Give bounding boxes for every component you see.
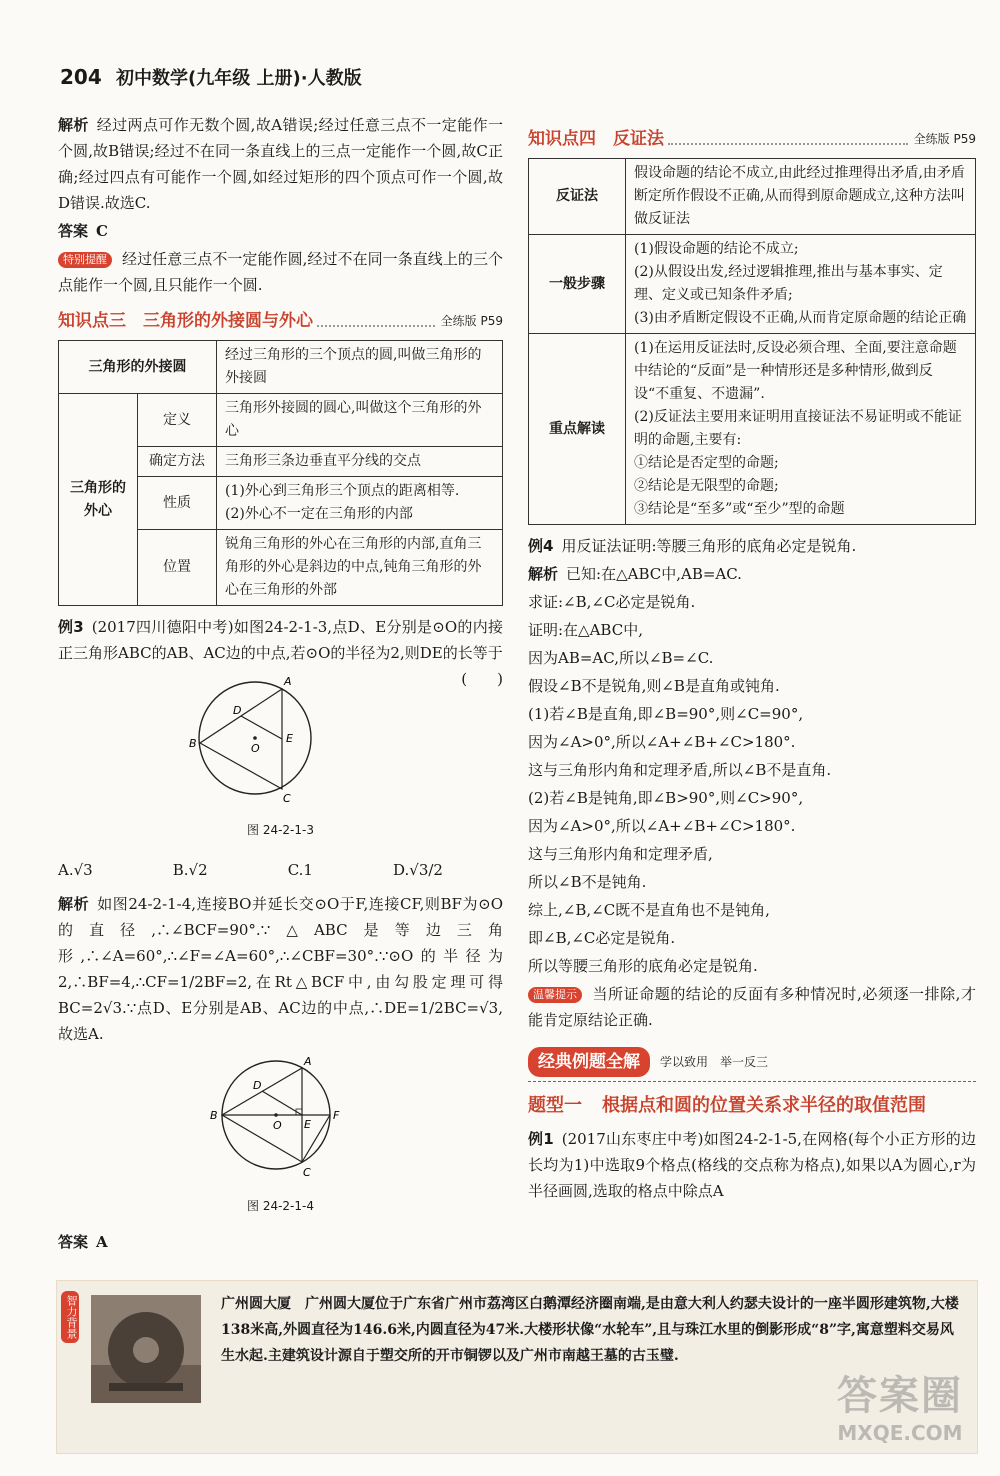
right-column xyxy=(528,112,976,1206)
tip-tag: 特别提醒 xyxy=(58,252,112,268)
proof-line: 这与三角形内角和定理矛盾,所以∠B不是直角. xyxy=(528,761,832,779)
section-badge: 经典例题全解 xyxy=(528,1047,650,1077)
circle-diagram-2 xyxy=(201,1049,361,1184)
svg-text:A: A xyxy=(283,675,292,688)
table-key: 一般步骤 xyxy=(529,235,626,334)
table-head-circumcenter: 三角形的外心 xyxy=(59,394,138,606)
proof-line: 证明:在△ABC中, xyxy=(528,621,643,639)
table-head-circumcircle: 三角形的外接圆 xyxy=(59,341,217,394)
background-title: 广州圆大厦 xyxy=(221,1296,291,1312)
svg-text:D: D xyxy=(232,704,242,717)
table-key: 重点解读 xyxy=(529,334,626,525)
svg-text:O: O xyxy=(250,742,260,755)
watermark: 答案圈 MXQE.COM xyxy=(837,1373,963,1445)
classic-examples-banner xyxy=(528,1047,976,1082)
proof-line: 因为AB=AC,所以∠B=∠C. xyxy=(528,649,714,667)
circumcircle-table xyxy=(58,340,503,606)
knowledge-point-3-heading: 知识点三 三角形的外接圆与外心 全练版 P59 xyxy=(58,311,503,331)
proof-line: 所以∠B不是钝角. xyxy=(528,873,647,891)
page-number: 204 xyxy=(60,65,102,89)
special-tip: 特别提醒 经过任意三点不一定能作圆,经过不在同一条直线上的三个点能作一个圆,且只能作一个圆. xyxy=(58,250,503,294)
side-label: 智力背景 xyxy=(61,1291,79,1343)
svg-text:C: C xyxy=(282,792,291,805)
background-box xyxy=(56,1280,978,1454)
page-header xyxy=(60,64,362,90)
table-cell: (1)在运用反证法时,反设必须合理、全面,要注意命题中结论的“反面”是一种情形还是多种情形,做到反设“不重复、不遗漏”. (2)反证法主要用来证明用直接证法不易证明或不能证明的命题,主要有: ①结论是否定型的命题; ②结论是无限型的命题; ③结论是“至多”或“至少”型的命题 xyxy=(626,334,976,525)
proof-line: 假设∠B不是锐角,则∠B是直角或钝角. xyxy=(528,677,780,695)
svg-text:E: E xyxy=(285,732,293,745)
svg-text:B: B xyxy=(188,737,197,750)
proof-line: 这与三角形内角和定理矛盾, xyxy=(528,845,713,863)
answer-2: 答案 A xyxy=(58,1233,108,1251)
table-key: 定义 xyxy=(138,394,217,447)
proof-by-contradiction-table xyxy=(528,158,976,525)
svg-text:E: E xyxy=(303,1118,311,1131)
table-cell: 锐角三角形的外心在三角形的内部,直角三角形的外心是斜边的中点,钝角三角形的外心在三角形的外部 xyxy=(217,530,503,606)
option-c: C.1 xyxy=(287,861,313,879)
table-cell: 经过三角形的三个顶点的圆,叫做三角形的外接圆 xyxy=(217,341,503,394)
svg-text:F: F xyxy=(332,1109,339,1122)
section-subtitle: 学以致用 举一反三 xyxy=(660,1055,769,1069)
table-cell: (1)假设命题的结论不成立; (2)从假设出发,经过逻辑推理,推出与基本事实、定理、定义或已知条件矛盾; (3)由矛盾断定假设不正确,从而肯定原命题的结论正确 xyxy=(626,235,976,334)
table-key: 性质 xyxy=(138,477,217,530)
proof-line: 解析 已知:在△ABC中,AB=AC. xyxy=(528,565,742,583)
table-key: 确定方法 xyxy=(138,447,217,477)
proof-line: (2)若∠B是钝角,即∠B>90°,则∠C>90°, xyxy=(528,789,804,807)
svg-text:A: A xyxy=(303,1055,312,1068)
option-d: D.√3/2 xyxy=(393,861,443,879)
example-4: 例4 用反证法证明:等腰三角形的底角必定是锐角. xyxy=(528,537,857,555)
background-text: 广州圆大厦 广州圆大厦位于广东省广州市荔湾区白鹅潭经济圈南端,是由意大利人约瑟夫设计的一座半圆形建筑物,大楼138米高,外圆直径为146.6米,内圆直径为47米.大楼形状像“水轮车”,且与珠江水里的倒影形成“8”字,寓意塑料交易风生水起.主建筑设计源自于塑交所的开市铜锣以及广州市南越王墓的古玉璧. xyxy=(221,1296,959,1364)
analysis-2: 解析 如图24-2-1-4,连接BO并延长交⊙O于F,连接CF,则BF为⊙O的直径,∴∠BCF=90°.∵△ABC是等边三角形,∴∠A=60°,∴∠F=∠A=60°,∴∠CBF=30°.∵⊙O的半径为2,∴BF=4,∴CF=1/2BF=2,在Rt△BCF中,由勾股定理可得BC=2√3.∵点D、E分别是AB、AC边的中点,∴DE=1/2BC=√3,故选A. xyxy=(58,895,503,1043)
proof xyxy=(528,561,976,979)
warm-tip: 温馨提示 当所证命题的结论的反面有多种情况时,必须逐一排除,才能肯定原结论正确. xyxy=(528,985,976,1029)
figure-24-2-1-3 xyxy=(58,668,503,843)
table-cell: 三角形三条边垂直平分线的交点 xyxy=(217,447,503,477)
table-cell: 三角形外接圆的圆心,叫做这个三角形的外心 xyxy=(217,394,503,447)
table-key: 反证法 xyxy=(529,159,626,235)
tip-tag: 温馨提示 xyxy=(528,987,582,1003)
table-cell: (1)外心到三角形三个顶点的距离相等. (2)外心不一定在三角形的内部 xyxy=(217,477,503,530)
example-1: 例1 (2017山东枣庄中考)如图24-2-1-5,在网格(每个小正方形的边长均为1)中选取9个格点(格线的交点称为格点),如果以A为圆心,r为半径画圆,选取的格点中除点A xyxy=(528,1130,976,1200)
proof-line: 因为∠A>0°,所以∠A+∠B+∠C>180°. xyxy=(528,733,796,751)
building-photo xyxy=(91,1295,201,1403)
knowledge-point-4-heading: 知识点四 反证法 全练版 P59 xyxy=(528,129,976,149)
problem-type-1: 题型一 根据点和圆的位置关系求半径的取值范围 xyxy=(528,1095,926,1116)
svg-text:C: C xyxy=(302,1166,311,1179)
proof-line: 求证:∠B,∠C必定是锐角. xyxy=(528,593,696,611)
table-cell: 假设命题的结论不成立,由此经过推理得出矛盾,由矛盾断定所作假设不正确,从而得到原命题成立,这种方法叫做反证法 xyxy=(626,159,976,235)
figure-caption: 图 24-2-1-3 xyxy=(247,823,314,837)
figure-24-2-1-4 xyxy=(58,1049,503,1219)
svg-text:D: D xyxy=(252,1079,261,1092)
proof-line: 综上,∠B,∠C既不是直角也不是钝角, xyxy=(528,901,770,919)
figure-caption: 图 24-2-1-4 xyxy=(247,1199,314,1213)
proof-line: 所以等腰三角形的底角必定是锐角. xyxy=(528,957,758,975)
svg-text:O: O xyxy=(272,1119,282,1132)
proof-line: 因为∠A>0°,所以∠A+∠B+∠C>180°. xyxy=(528,817,796,835)
proof-line: 即∠B,∠C必定是锐角. xyxy=(528,929,676,947)
proof-line: (1)若∠B是直角,即∠B=90°,则∠C=90°, xyxy=(528,705,804,723)
analysis-1: 解析 经过两点可作无数个圆,故A错误;经过任意三点不一定能作一个圆,故B错误;经过不在同一条直线上的三点一定能作一个圆,故C正确;经过四点有可能作一个圆,如经过矩形的四个顶点可作一个圆,故D错误.故选C. xyxy=(58,116,503,212)
book-title: 初中数学(九年级 上册)·人教版 xyxy=(116,68,362,89)
left-column xyxy=(58,112,503,1257)
answer-options xyxy=(58,857,503,883)
option-b: B.√2 xyxy=(172,861,208,879)
option-a: A.√3 xyxy=(58,861,93,879)
circle-diagram-1 xyxy=(180,668,340,808)
example-3: 例3 (2017四川德阳中考)如图24-2-1-3,点D、E分别是⊙O的内接正三角形ABC的AB、AC边的中点,若⊙O的半径为2,则DE的长等于 ( ) xyxy=(58,618,503,688)
answer-1: 答案 C xyxy=(58,222,108,240)
table-key: 位置 xyxy=(138,530,217,606)
svg-text:B: B xyxy=(209,1109,218,1122)
